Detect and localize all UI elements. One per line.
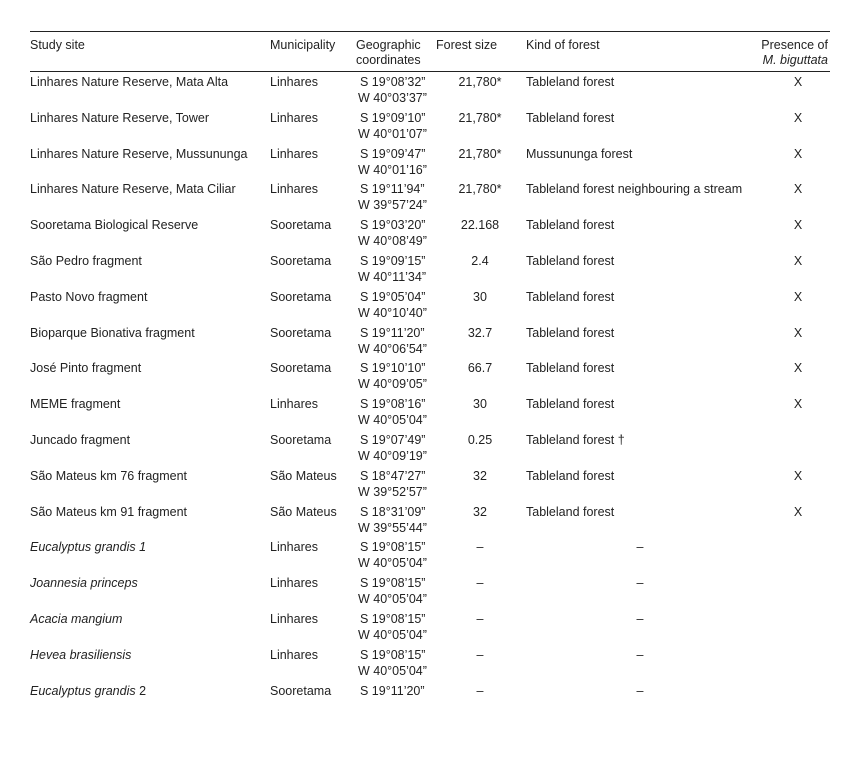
table-row bbox=[0, 253, 860, 289]
cell-forest-size: 32 bbox=[473, 468, 487, 483]
cell-forest-size: 21,780* bbox=[458, 182, 502, 197]
cell-forest-size: 32.7 bbox=[467, 325, 493, 340]
cell-study-site: Bioparque Bionativa fragment bbox=[30, 325, 195, 340]
cell-municipality: Linhares bbox=[270, 576, 318, 591]
cell-municipality: Sooretama bbox=[270, 254, 332, 268]
cell-longitude: W 39°52’57” bbox=[358, 484, 427, 499]
cell-forest-size: – bbox=[476, 612, 484, 626]
table-top-rule bbox=[30, 31, 830, 32]
cell-forest-size: – bbox=[476, 540, 484, 555]
cell-forest-size: 21,780* bbox=[458, 146, 502, 161]
cell-municipality: Linhares bbox=[270, 540, 318, 555]
cell-longitude: W 40°09’05” bbox=[358, 377, 427, 392]
cell-study-site: Hevea brasiliensis bbox=[30, 647, 132, 662]
cell-forest-size: 32 bbox=[473, 504, 487, 519]
header-forest-size: Forest size bbox=[436, 38, 498, 52]
cell-presence: X bbox=[793, 182, 803, 197]
table-row bbox=[0, 396, 860, 432]
cell-latitude: S 19°08’15” bbox=[360, 540, 426, 555]
cell-presence: X bbox=[793, 146, 803, 161]
table-row bbox=[0, 217, 860, 253]
cell-presence: X bbox=[793, 75, 803, 89]
cell-study-site: Linhares Nature Reserve, Mata Ciliar bbox=[30, 182, 236, 197]
header-coordinates-line1: Geographic bbox=[356, 38, 421, 52]
table-row bbox=[0, 504, 860, 540]
cell-latitude: S 19°11’94” bbox=[360, 182, 425, 197]
cell-presence: X bbox=[793, 504, 803, 519]
table-row bbox=[0, 575, 860, 611]
table-row bbox=[0, 360, 860, 396]
header-coordinates bbox=[356, 38, 421, 68]
cell-kind-of-forest: Tableland forest bbox=[526, 289, 615, 304]
cell-study-site: São Mateus km 91 fragment bbox=[30, 504, 188, 519]
cell-latitude: S 19°08’32” bbox=[360, 75, 426, 89]
cell-forest-size: 66.7 bbox=[467, 361, 493, 376]
table-row bbox=[0, 146, 860, 182]
cell-forest-size: 0.25 bbox=[467, 433, 493, 447]
table-row bbox=[0, 468, 860, 504]
cell-study-site: Juncado fragment bbox=[30, 433, 131, 447]
table-row bbox=[0, 74, 860, 110]
cell-municipality: Sooretama bbox=[270, 433, 332, 447]
table-row bbox=[0, 289, 860, 325]
cell-longitude: W 40°08’49” bbox=[358, 234, 427, 249]
cell-municipality: São Mateus bbox=[270, 504, 337, 519]
cell-municipality: Linhares bbox=[270, 647, 318, 662]
cell-latitude: S 18°31’09” bbox=[360, 504, 426, 519]
cell-kind-of-forest: Tableland forest bbox=[526, 468, 615, 483]
cell-presence: X bbox=[793, 289, 803, 304]
table-row bbox=[0, 611, 860, 647]
table-row bbox=[0, 432, 860, 468]
cell-latitude: S 19°03’20” bbox=[360, 218, 426, 233]
cell-longitude: W 40°01’07” bbox=[358, 126, 427, 141]
cell-kind-of-forest: – bbox=[636, 683, 644, 698]
cell-kind-of-forest: Tableland forest bbox=[526, 361, 615, 376]
cell-forest-size: – bbox=[476, 576, 484, 591]
cell-municipality: Linhares bbox=[270, 75, 318, 89]
cell-study-site: José Pinto fragment bbox=[30, 361, 142, 376]
cell-presence: X bbox=[793, 110, 803, 125]
cell-latitude: S 18°47’27” bbox=[360, 468, 426, 483]
cell-municipality: Sooretama bbox=[270, 683, 332, 698]
cell-longitude: W 39°55’44” bbox=[358, 520, 427, 535]
header-kind-of-forest: Kind of forest bbox=[526, 38, 600, 52]
cell-forest-size: 2.4 bbox=[471, 254, 489, 268]
cell-forest-size: 22.168 bbox=[460, 218, 500, 233]
cell-municipality: Sooretama bbox=[270, 361, 332, 376]
cell-kind-of-forest: – bbox=[636, 540, 644, 555]
cell-longitude: W 40°05’04” bbox=[358, 663, 427, 678]
table-row bbox=[0, 181, 860, 217]
cell-municipality: Linhares bbox=[270, 110, 318, 125]
cell-latitude: S 19°09’15” bbox=[360, 254, 426, 268]
cell-kind-of-forest: Tableland forest bbox=[526, 110, 615, 125]
cell-kind-of-forest: – bbox=[636, 647, 644, 662]
cell-forest-size: 21,780* bbox=[458, 110, 502, 125]
cell-municipality: Sooretama bbox=[270, 289, 332, 304]
cell-longitude: W 40°05’04” bbox=[358, 628, 427, 642]
cell-study-site: Pasto Novo fragment bbox=[30, 289, 148, 304]
cell-kind-of-forest: – bbox=[636, 612, 644, 626]
cell-longitude: W 40°05’04” bbox=[358, 413, 427, 428]
cell-study-site: Eucalyptus grandis 1 bbox=[30, 540, 147, 555]
cell-longitude: W 40°11’34” bbox=[358, 270, 426, 284]
header-coordinates-line2: coordinates bbox=[356, 53, 421, 67]
cell-latitude: S 19°09’47” bbox=[360, 146, 426, 161]
cell-latitude: S 19°08’16” bbox=[360, 397, 426, 412]
cell-kind-of-forest: Tableland forest neighbouring a stream bbox=[526, 182, 743, 197]
cell-presence: X bbox=[793, 254, 803, 268]
cell-latitude: S 19°05’04” bbox=[360, 289, 426, 304]
cell-forest-size: – bbox=[476, 683, 484, 698]
cell-forest-size: 21,780* bbox=[458, 75, 502, 89]
cell-longitude: W 40°03’37” bbox=[358, 91, 427, 105]
cell-kind-of-forest: Tableland forest bbox=[526, 218, 615, 233]
table-row bbox=[0, 325, 860, 361]
cell-longitude: W 39°57’24” bbox=[358, 198, 427, 213]
cell-forest-size: – bbox=[476, 647, 484, 662]
cell-kind-of-forest: Tableland forest bbox=[526, 325, 615, 340]
header-presence-line1: Presence of bbox=[761, 38, 828, 52]
cell-study-site: São Mateus km 76 fragment bbox=[30, 468, 188, 483]
cell-study-site: Eucalyptus grandis 2 bbox=[30, 683, 147, 698]
cell-presence: X bbox=[793, 218, 803, 233]
cell-latitude: S 19°11’20” bbox=[360, 683, 425, 698]
cell-study-site: Linhares Nature Reserve, Tower bbox=[30, 110, 210, 125]
cell-study-site: Linhares Nature Reserve, Mussununga bbox=[30, 146, 248, 161]
cell-study-site: MEME fragment bbox=[30, 397, 121, 412]
cell-presence: X bbox=[793, 468, 803, 483]
header-municipality: Municipality bbox=[270, 38, 336, 52]
cell-municipality: Linhares bbox=[270, 612, 318, 626]
cell-longitude: W 40°10’40” bbox=[358, 305, 427, 320]
cell-presence: X bbox=[793, 397, 803, 412]
cell-latitude: S 19°08’15” bbox=[360, 576, 426, 591]
cell-longitude: W 40°05’04” bbox=[358, 592, 427, 607]
cell-latitude: S 19°10’10” bbox=[360, 361, 426, 376]
cell-municipality: São Mateus bbox=[270, 468, 337, 483]
cell-longitude: W 40°05’04” bbox=[358, 556, 427, 571]
cell-presence: X bbox=[793, 325, 803, 340]
cell-latitude: S 19°09’10” bbox=[360, 110, 426, 125]
cell-municipality: Linhares bbox=[270, 397, 318, 412]
cell-latitude: S 19°08’15” bbox=[360, 647, 426, 662]
cell-kind-of-forest: Tableland forest bbox=[526, 75, 615, 89]
cell-longitude: W 40°01’16” bbox=[358, 162, 427, 177]
cell-presence: X bbox=[793, 361, 803, 376]
cell-kind-of-forest: – bbox=[636, 576, 644, 591]
cell-forest-size: 30 bbox=[473, 397, 487, 412]
cell-kind-of-forest: Tableland forest † bbox=[526, 433, 625, 447]
header-presence-line2: M. biguttata bbox=[762, 53, 828, 67]
cell-municipality: Linhares bbox=[270, 182, 318, 197]
table-row bbox=[0, 110, 860, 146]
table-row bbox=[0, 647, 860, 683]
table-header-rule bbox=[30, 71, 830, 72]
cell-study-site: Sooretama Biological Reserve bbox=[30, 218, 199, 233]
cell-latitude: S 19°07’49” bbox=[360, 433, 426, 447]
header-presence bbox=[756, 38, 828, 68]
cell-municipality: Sooretama bbox=[270, 325, 332, 340]
header-study-site: Study site bbox=[30, 38, 85, 52]
cell-study-site: Joannesia princeps bbox=[30, 576, 138, 591]
cell-study-site: Acacia mangium bbox=[30, 612, 123, 626]
cell-kind-of-forest: Tableland forest bbox=[526, 397, 615, 412]
cell-forest-size: 30 bbox=[473, 289, 487, 304]
cell-latitude: S 19°08’15” bbox=[360, 612, 426, 626]
table-row bbox=[0, 683, 860, 719]
cell-study-site: São Pedro fragment bbox=[30, 254, 142, 268]
cell-kind-of-forest: Tableland forest bbox=[526, 254, 615, 268]
cell-study-site: Linhares Nature Reserve, Mata Alta bbox=[30, 75, 229, 89]
table-row bbox=[0, 539, 860, 575]
cell-latitude: S 19°11’20” bbox=[360, 325, 425, 340]
cell-kind-of-forest: Tableland forest bbox=[526, 504, 615, 519]
cell-longitude: W 40°09’19” bbox=[358, 449, 427, 463]
cell-longitude: W 40°06’54” bbox=[358, 341, 427, 356]
cell-municipality: Sooretama bbox=[270, 218, 332, 233]
cell-municipality: Linhares bbox=[270, 146, 318, 161]
cell-kind-of-forest: Mussununga forest bbox=[526, 146, 633, 161]
